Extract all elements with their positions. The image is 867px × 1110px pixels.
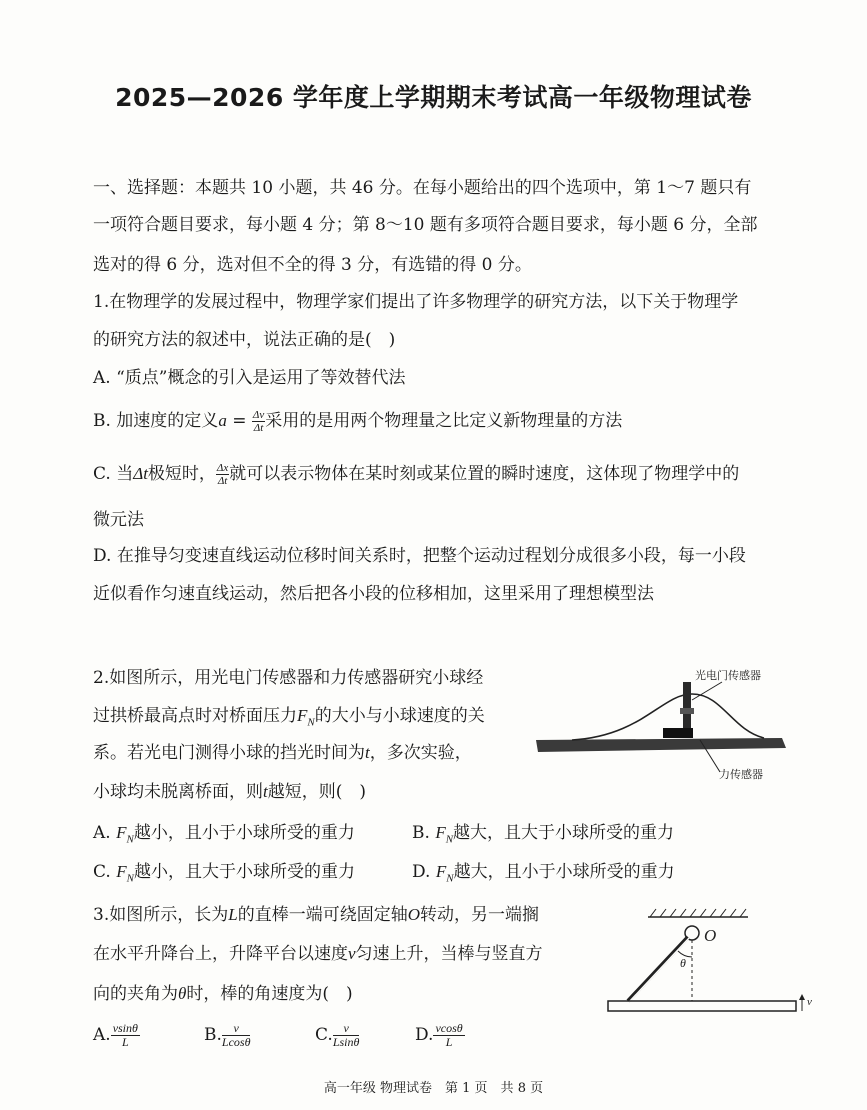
q2-option-a-text: 越小，且小于小球所受的重力 <box>133 823 355 843</box>
q3-option-b-numerator: v <box>222 1022 251 1036</box>
q1-option-a: A. “质点”概念的引入是运用了等效替代法 <box>93 368 406 388</box>
q2-photogate-label: 光电门传感器 <box>695 669 761 682</box>
section-instructions-line3: 选对的得 6 分，选对但不全的得 3 分，有选错的得 0 分。 <box>93 255 532 275</box>
q1-option-c-mid: 极短时， <box>147 464 216 484</box>
q2-stem-line4 <box>93 782 366 802</box>
q2-force-symbol: F <box>297 706 308 725</box>
q3-option-a-numerator: vsinθ <box>112 1021 138 1035</box>
q3-option-d-numerator: vcosθ <box>435 1021 463 1035</box>
q1-option-b-numerator: Δv <box>252 409 265 421</box>
q1-option-c-prefix: C. 当 <box>93 464 134 484</box>
q2-option-c-force: F <box>116 862 127 881</box>
q2-option-d-label: D. <box>412 862 436 882</box>
q2-stem-line2-b: 的大小与小球速度的关 <box>314 706 485 726</box>
q3-option-d-fraction <box>433 1022 464 1049</box>
q3-option-c-denominator: Lsinθ <box>332 1035 360 1049</box>
q3-option-b <box>204 1022 250 1049</box>
q2-stem-line3-b: ，多次实验， <box>369 743 472 763</box>
q2-stem-line3 <box>93 743 472 763</box>
q3-stem-line2-b: 匀速上升，当棒与竖直方 <box>355 944 543 964</box>
section-instructions-line2: 一项符合题目要求，每小题 4 分；第 8～10 题有多项符合题目要求，每小题 6 分，全部 <box>93 215 758 235</box>
q1-option-b-eq: = <box>226 411 252 431</box>
q1-option-c-var: Δt <box>133 464 148 483</box>
q3-pivot-label: O <box>704 926 717 945</box>
q1-option-b-var: a <box>218 411 227 430</box>
q2-stem-line3-a: 系。若光电门测得小球的挡光时间为 <box>93 743 365 763</box>
q3-angle-symbol: θ <box>178 984 187 1003</box>
q3-option-a <box>93 1022 140 1049</box>
q1-option-c-numerator: Δx <box>216 462 229 474</box>
q1-stem-line2: 的研究方法的叙述中，说法正确的是( ) <box>93 330 396 350</box>
q2-bridge-figure <box>532 660 788 790</box>
q3-ceiling-hatching <box>650 909 746 917</box>
q3-option-c <box>315 1022 359 1049</box>
q2-option-b <box>412 823 674 849</box>
q3-rod-figure <box>600 905 825 1027</box>
q2-option-c <box>93 862 355 888</box>
q2-force-sensor-label: 力传感器 <box>719 768 763 781</box>
q1-option-c-text: 就可以表示物体在某时刻或某位置的瞬时速度，这体现了物理学中的 <box>229 464 740 484</box>
q3-option-c-numerator: v <box>333 1022 360 1036</box>
q2-option-a-sub: N <box>126 833 134 846</box>
q2-option-a-label: A. <box>93 823 117 843</box>
q3-stem-line1-b: 的直棒一端可绕固定轴 <box>237 905 408 925</box>
q3-length-symbol: L <box>228 905 238 924</box>
q3-axis-symbol: O <box>407 905 420 924</box>
q1-option-c-fraction <box>216 462 229 487</box>
q3-option-c-fraction <box>333 1022 360 1049</box>
q2-option-b-sub: N <box>445 833 454 846</box>
q3-stem-line3-a: 向的夹角为 <box>93 984 178 1004</box>
q2-photogate-head <box>680 708 694 714</box>
q2-option-c-text: 越小，且大于小球所受的重力 <box>133 862 355 882</box>
q1-option-d-line2: 近似看作匀速直线运动，然后把各小段的位移相加，这里采用了理想模型法 <box>93 584 654 604</box>
page-footer: 高一年级 物理试卷 第 1 页 共 8 页 <box>323 1081 544 1096</box>
q3-option-a-label: A. <box>93 1025 111 1045</box>
q1-option-b-prefix: B. 加速度的定义 <box>93 411 219 431</box>
q3-stem-line1-c: 转动，另一端搁 <box>419 905 539 925</box>
q1-option-c-denominator: Δt <box>217 475 228 487</box>
q2-option-b-text: 越大，且大于小球所受的重力 <box>453 823 675 843</box>
q1-option-b <box>93 409 622 434</box>
q3-angle-label: θ <box>680 956 686 970</box>
q1-option-b-text: 采用的是用两个物理量之比定义新物理量的方法 <box>265 411 623 431</box>
q3-stem-line3 <box>93 984 353 1004</box>
q3-stem-line3-b: 时，棒的角速度为( ) <box>186 984 353 1004</box>
q2-stem-line4-b: 越短，则( ) <box>267 782 366 802</box>
q3-velocity-label: v <box>807 996 812 1008</box>
section-instructions-line1: 一、选择题：本题共 10 小题，共 46 分。在每小题给出的四个选项中，第 1～7 题只有 <box>93 178 752 198</box>
q2-option-d <box>412 862 675 888</box>
q1-option-c <box>93 462 739 487</box>
q3-lifting-platform <box>608 1001 796 1011</box>
q1-option-b-fraction <box>252 409 265 434</box>
q3-option-d <box>415 1022 465 1049</box>
q2-stem-line2-a: 过拱桥最高点时对桥面压力 <box>93 706 297 726</box>
q2-option-c-label: C. <box>93 862 117 882</box>
q3-option-d-denominator: L <box>445 1035 453 1049</box>
q2-option-b-label: B. <box>412 823 436 843</box>
q3-option-b-label: B. <box>204 1025 222 1045</box>
q1-option-d-line1: D. 在推导匀变速直线运动位移时间关系时，把整个运动过程划分成很多小段，每一小段 <box>93 546 746 566</box>
q2-option-a-force: F <box>116 823 127 842</box>
q2-stem-line1: 2.如图所示，用光电门传感器和力传感器研究小球经 <box>93 668 484 688</box>
q2-option-d-sub: N <box>446 872 454 885</box>
q2-option-d-text: 越大，且小于小球所受的重力 <box>453 862 675 882</box>
q3-stem-line1-a: 3.如图所示，长为 <box>93 905 229 925</box>
q3-option-c-label: C. <box>315 1025 333 1045</box>
q3-option-d-label: D. <box>415 1025 434 1045</box>
q3-stem-line2 <box>93 944 543 964</box>
q3-stem-line2-a: 在水平升降台上，升降平台以速度 <box>93 944 348 964</box>
q2-force-subscript: N <box>307 716 315 729</box>
q3-velocity-arrowhead <box>799 994 805 1000</box>
q2-force-sensor <box>663 728 693 738</box>
q2-option-b-force: F <box>435 823 446 842</box>
q3-option-a-fraction <box>111 1022 140 1049</box>
q1-option-c-line2: 微元法 <box>93 510 144 530</box>
q3-option-a-denominator: L <box>121 1035 129 1049</box>
q2-option-c-sub: N <box>126 872 134 885</box>
q3-stem-line1 <box>93 905 539 925</box>
q3-velocity-symbol: v <box>348 944 356 963</box>
q1-option-b-denominator: Δt <box>253 422 264 434</box>
q2-stem-line4-a: 小球均未脱离桥面，则 <box>93 782 263 802</box>
q3-option-b-denominator: Lcosθ <box>221 1035 251 1049</box>
q2-time-symbol-2: t <box>263 782 268 801</box>
page-title: 2025—2026 学年度上学期期末考试高一年级物理试卷 <box>115 83 752 112</box>
q2-time-symbol: t <box>365 743 370 762</box>
q2-option-d-force: F <box>435 862 447 881</box>
q3-option-b-fraction <box>222 1022 251 1049</box>
q2-stem-line2 <box>93 706 485 732</box>
q1-stem-line1: 1.在物理学的发展过程中，物理学家们提出了许多物理学的研究方法，以下关于物理学 <box>93 292 739 312</box>
q3-rod <box>628 937 688 1001</box>
q2-option-a <box>93 823 355 849</box>
